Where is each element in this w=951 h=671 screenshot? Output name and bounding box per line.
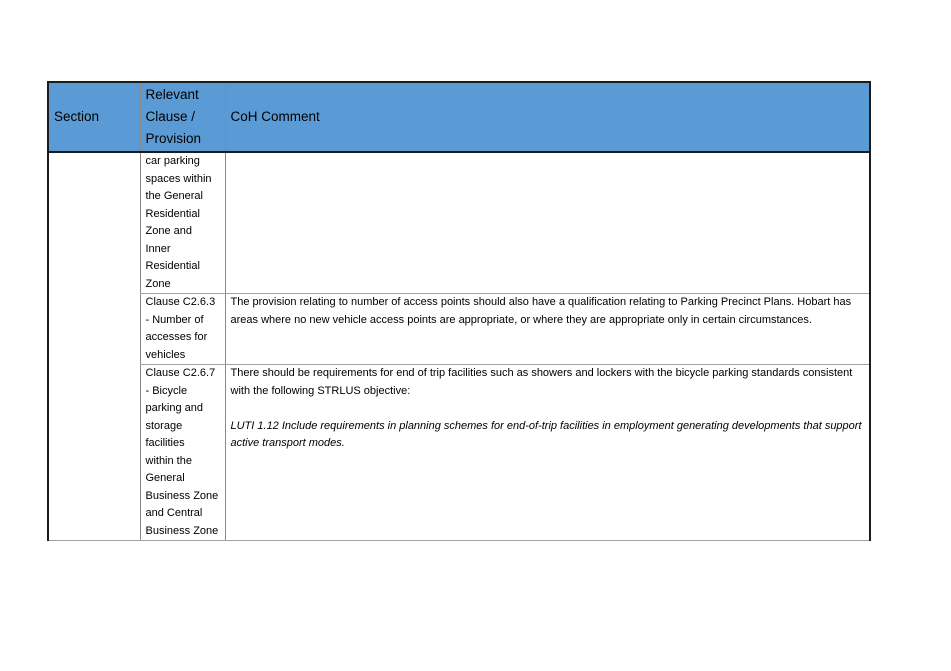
clause-text: Clause C2.6.7 - Bicycle parking and storage facilities within the General Business Zone and Central Business Zone (145, 367, 219, 537)
section-cell (48, 365, 140, 541)
clause-cell (140, 365, 225, 541)
provisions-table (47, 81, 871, 541)
table-body (48, 152, 870, 541)
paragraph-spacer (231, 400, 865, 418)
clause-text: car parking spaces within the General Residential Zone and Inner Residential Zone (145, 155, 212, 290)
comment-cell (225, 152, 870, 294)
clause-cell (140, 294, 225, 365)
section-cell (48, 294, 140, 365)
header-clause: Relevant Clause / Provision (140, 82, 225, 152)
comment-cell (225, 365, 870, 541)
table-row (48, 294, 870, 365)
header-section: Section (48, 82, 140, 152)
section-cell (48, 152, 140, 294)
comment-text: There should be requirements for end of trip facilities such as showers and lockers with the bicycle parking standards consistent with the following STRLUS objective: (230, 367, 853, 397)
clause-text: Clause C2.6.3 - Number of accesses for vehicles (145, 296, 216, 361)
header-row (48, 82, 870, 152)
table-header (48, 82, 870, 152)
header-comment: CoH Comment (225, 82, 870, 152)
table-row (48, 152, 870, 294)
table-row (48, 365, 870, 541)
clause-cell (140, 152, 225, 294)
comment-quote: LUTI 1.12 Include requirements in planning schemes for end-of-trip facilities in employment generating developments that support active transport modes. (230, 419, 862, 449)
comment-text: The provision relating to number of access points should also have a qualification relating to Parking Precinct Plans. Hobart has areas where no new vehicle access points are appropriate, or where they are appropriate only in certain circumstances. (230, 296, 852, 326)
comment-cell (225, 294, 870, 365)
